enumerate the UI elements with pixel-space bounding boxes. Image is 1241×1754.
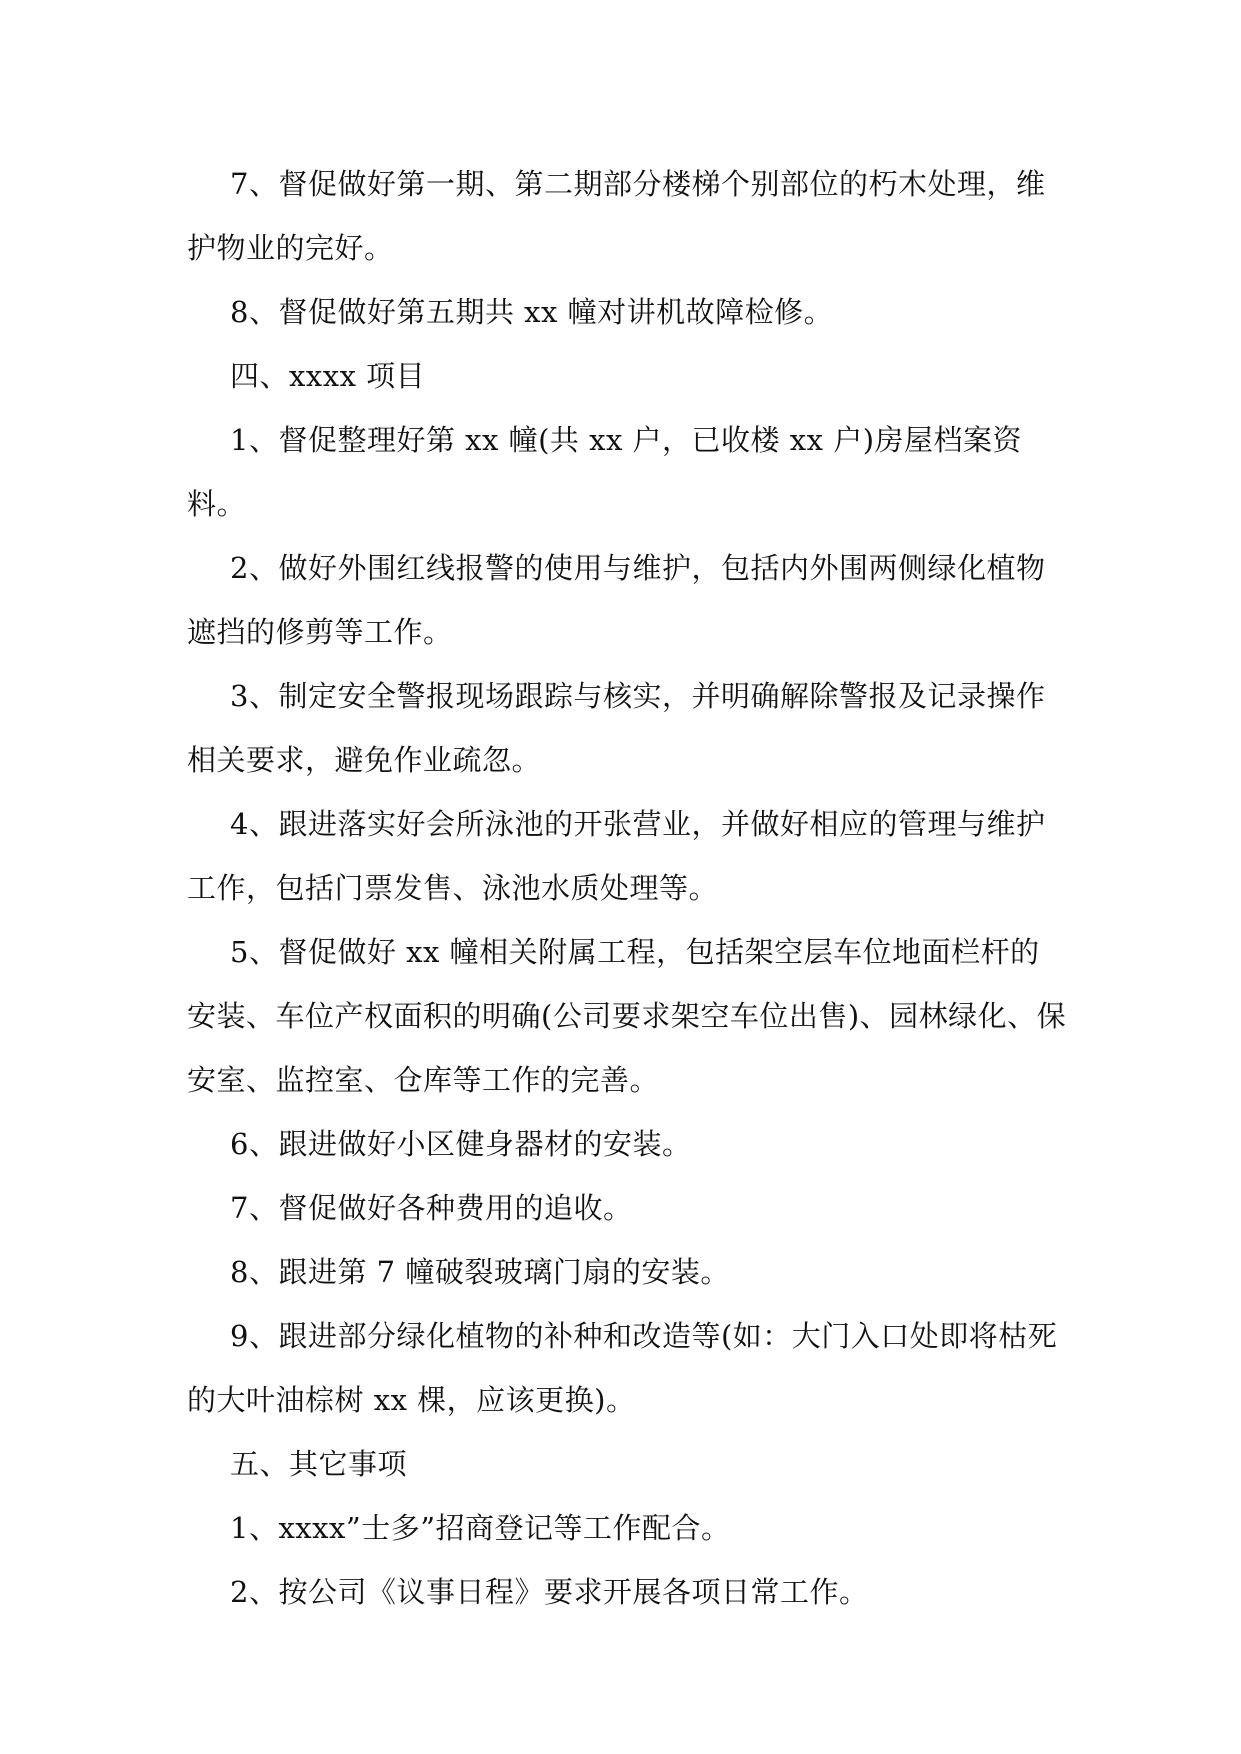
paragraph-item-9-plants: 9、跟进部分绿化植物的补种和改造等(如：大门入口处即将枯死的大叶油棕树 xx 棵，应该更换)。 — [187, 1319, 1058, 1417]
paragraph-item-3-security: 3、制定安全警报现场跟踪与核实，并明确解除警报及记录操作相关要求，避免作业疏忽。 — [187, 679, 1046, 777]
paragraph-item-2-alarm: 2、做好外围红线报警的使用与维护，包括内外围两侧绿化植物遮挡的修剪等工作。 — [187, 551, 1046, 649]
paragraph-item-2-agenda: 2、按公司《议事日程》要求开展各项日常工作。 — [230, 1575, 869, 1609]
paragraph-item-6-fitness: 6、跟进做好小区健身器材的安装。 — [230, 1127, 692, 1161]
section-heading-4: 四、xxxx 项目 — [230, 359, 426, 393]
document-body — [187, 152, 1067, 1624]
section-heading-5: 五、其它事项 — [230, 1447, 408, 1481]
paragraph-item-5-annex: 5、督促做好 xx 幢相关附属工程，包括架空层车位地面栏杆的安装、车位产权面积的明确(公司要求架空车位出售)、园林绿化、保安室、监控室、仓库等工作的完善。 — [187, 935, 1067, 1097]
paragraph-item-7-fees: 7、督促做好各种费用的追收。 — [230, 1191, 633, 1225]
paragraph-item-1-archives: 1、督促整理好第 xx 幢(共 xx 户，已收楼 xx 户)房屋档案资料。 — [187, 423, 1023, 521]
paragraph-item-7-rot-wood: 7、督促做好第一期、第二期部分楼梯个别部位的朽木处理，维护物业的完好。 — [187, 167, 1046, 265]
paragraph-item-8-glass-door: 8、跟进第 7 幢破裂玻璃门扇的安装。 — [230, 1255, 730, 1289]
paragraph-item-1-store: 1、xxxx”士多”招商登记等工作配合。 — [230, 1511, 731, 1545]
paragraph-item-8-intercom: 8、督促做好第五期共 xx 幢对讲机故障检修。 — [230, 295, 834, 329]
paragraph-item-4-pool: 4、跟进落实好会所泳池的开张营业，并做好相应的管理与维护工作，包括门票发售、泳池水质处理等。 — [187, 807, 1046, 905]
